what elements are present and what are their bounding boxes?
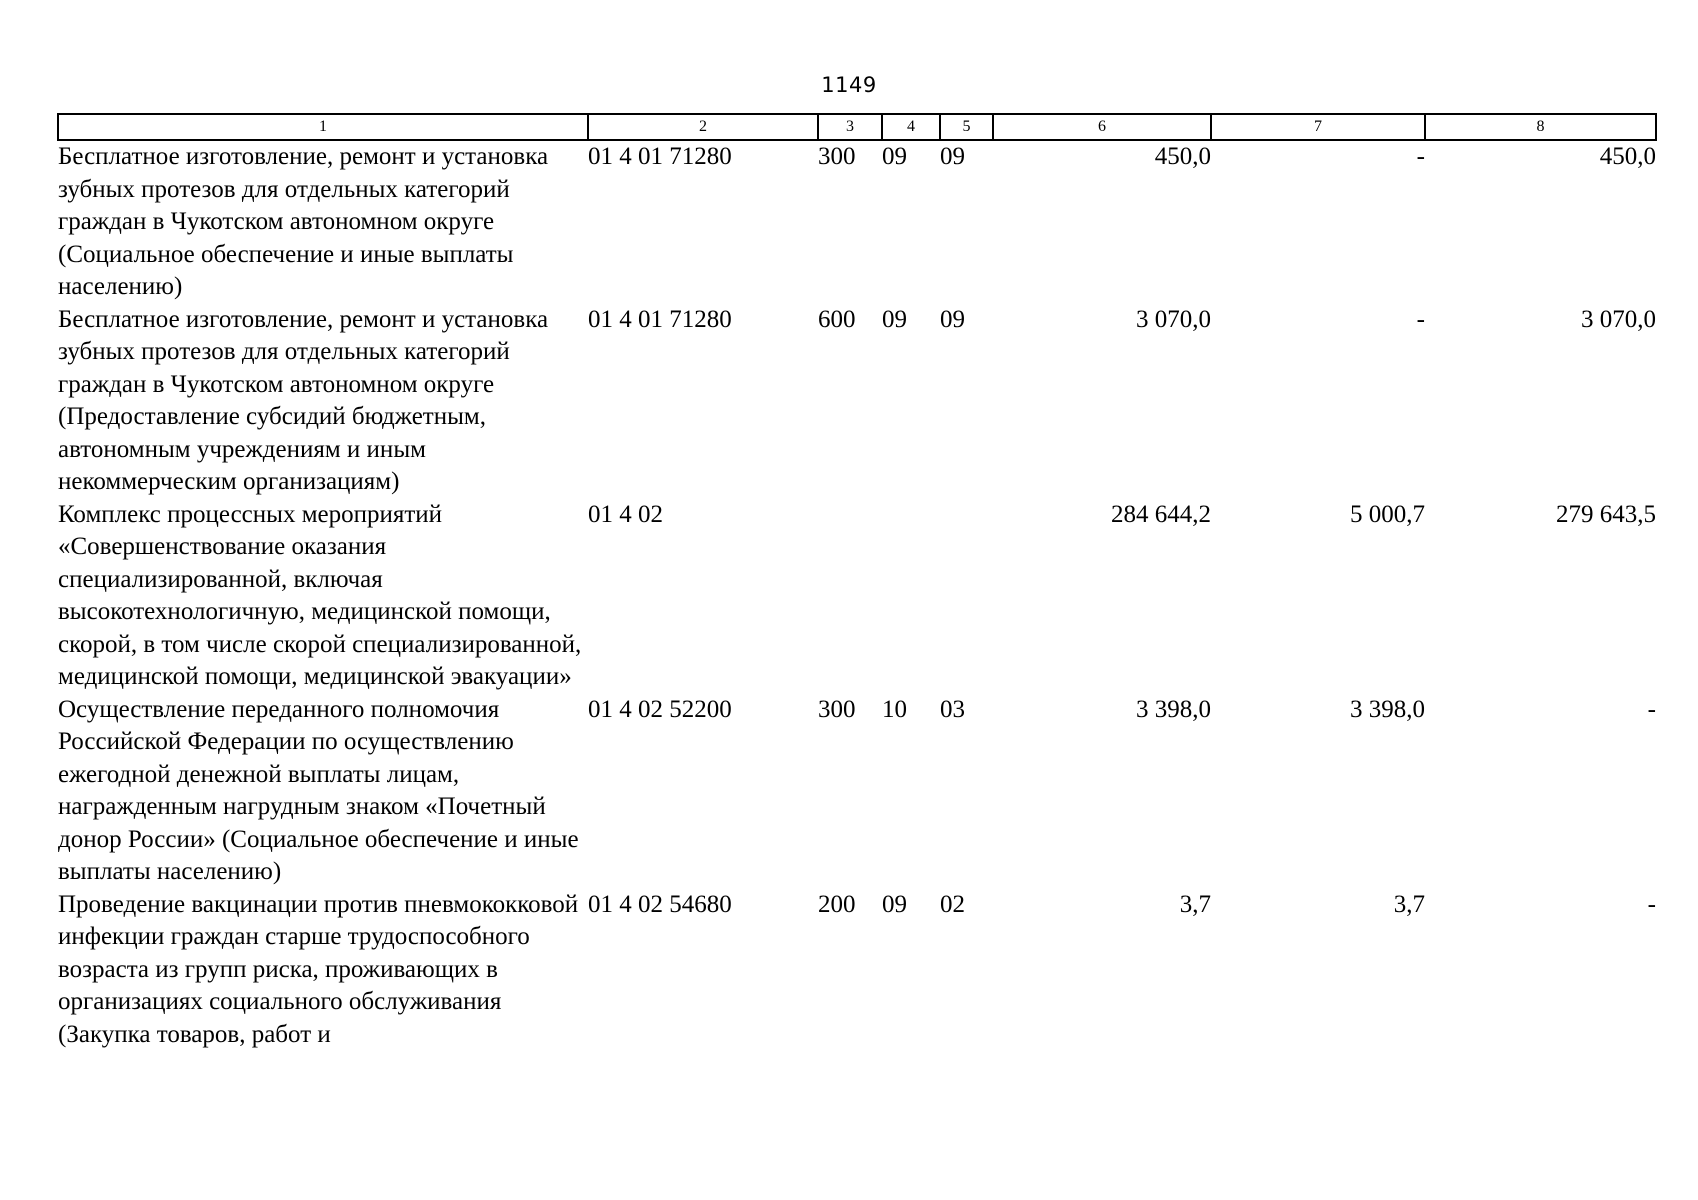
header-col-3: 3 [818, 114, 882, 140]
table-row [58, 694, 1656, 889]
row-expense-type: 300 [818, 695, 856, 723]
row-subsection [940, 499, 993, 694]
header-col-6: 6 [993, 114, 1211, 140]
header-row [58, 114, 1656, 140]
row-regional-amount: - [1647, 695, 1656, 723]
row-regional-amount: 279 643,5 [1556, 500, 1656, 528]
table-header [58, 114, 1656, 140]
row-total-amount: 3 070,0 [1136, 305, 1211, 333]
row-section: 09 [882, 890, 907, 918]
row-federal-amount: - [1416, 305, 1425, 333]
row-total-amount: 3 398,0 [1136, 695, 1211, 723]
row-federal-amount: - [1416, 143, 1425, 170]
row-description: Осуществление переданного полномочия Российской Федерации по осуществлению ежегодной денежной выплаты лицам, награжденным нагрудным знаком «Почетный донор России» (Социальное обеспечение и иные выплаты населению) [58, 695, 579, 885]
row-subsection: 09 [940, 143, 965, 170]
row-subsection: 02 [940, 890, 965, 918]
table-row [58, 889, 1656, 1052]
row-target-code: 01 4 01 71280 [588, 143, 732, 170]
row-target-code: 01 4 02 [588, 500, 663, 528]
row-federal-amount: 3,7 [1393, 890, 1425, 918]
header-col-8: 8 [1425, 114, 1656, 140]
row-description: Бесплатное изготовление, ремонт и установка зубных протезов для отдельных категорий граждан в Чукотском автономном округе (Предоставление субсидий бюджетным, автономным учреждениям и иным некоммерческим организациям) [58, 305, 549, 495]
row-target-code: 01 4 02 52200 [588, 695, 732, 723]
row-subsection: 03 [940, 695, 965, 723]
row-expense-type: 600 [818, 305, 856, 333]
row-federal-amount: 5 000,7 [1350, 500, 1425, 528]
row-expense-type: 200 [818, 890, 856, 918]
table-row [58, 499, 1656, 694]
row-federal-amount: 3 398,0 [1350, 695, 1425, 723]
row-total-amount: 3,7 [1179, 890, 1211, 918]
row-description: Проведение вакцинации против пневмококковой инфекции граждан старше трудоспособного возраста из групп риска, проживающих в организациях социального обслуживания (Закупка товаров, работ и [58, 890, 579, 1048]
header-col-2: 2 [588, 114, 818, 140]
header-col-7: 7 [1211, 114, 1425, 140]
header-col-4: 4 [882, 114, 940, 140]
budget-table [57, 113, 1657, 1051]
row-regional-amount: 450,0 [1599, 143, 1656, 170]
row-total-amount: 450,0 [1154, 143, 1211, 170]
header-col-5: 5 [940, 114, 993, 140]
page-number: 1149 [821, 73, 877, 97]
row-section [882, 499, 940, 694]
row-expense-type [818, 499, 882, 694]
row-total-amount: 284 644,2 [1111, 500, 1211, 528]
table-row [58, 140, 1656, 304]
row-regional-amount: - [1647, 890, 1656, 918]
row-description: Комплекс процессных мероприятий «Совершенствование оказания специализированной, включая высокотехнологичную, медицинской помощи, скорой, в том числе скорой специализированной, медицинской помощи, медицинской эвакуации» [58, 500, 582, 690]
row-description: Бесплатное изготовление, ремонт и установка зубных протезов для отдельных категорий граждан в Чукотском автономном округе (Социальное обеспечение и иные выплаты населению) [58, 143, 549, 300]
row-regional-amount: 3 070,0 [1581, 305, 1656, 333]
table-row [58, 304, 1656, 499]
header-col-1: 1 [58, 114, 588, 140]
row-expense-type: 300 [818, 143, 856, 170]
row-subsection: 09 [940, 305, 965, 333]
row-section: 09 [882, 143, 907, 170]
row-section: 09 [882, 305, 907, 333]
table-body [58, 140, 1656, 1051]
row-target-code: 01 4 01 71280 [588, 305, 732, 333]
row-section: 10 [882, 695, 907, 723]
row-target-code: 01 4 02 54680 [588, 890, 732, 918]
